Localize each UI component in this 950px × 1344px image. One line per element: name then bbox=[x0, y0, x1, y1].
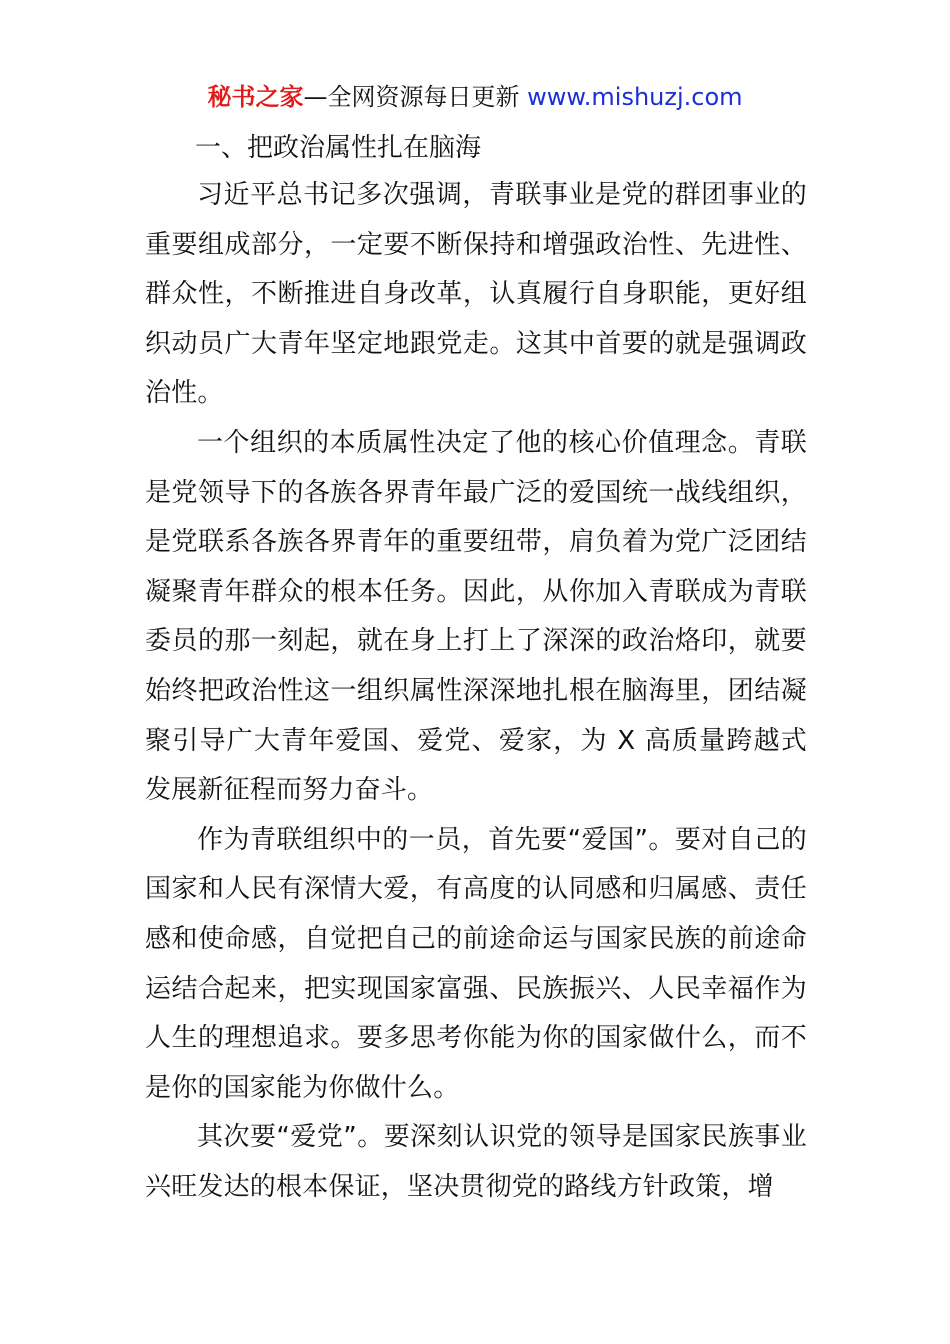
section-heading: 一、把政治属性扎在脑海 bbox=[195, 133, 482, 163]
site-tagline: —全网资源每日更新 bbox=[303, 83, 528, 111]
paragraph-2: 一个组织的本质属性决定了他的核心价值理念。青联是党领导下的各族各界青年最广泛的爱国统一战线组织，是党联系各族各界青年的重要纽带，肩负着为党广泛团结凝聚青年群众的根本任务。因此，从你加入青联成为青联委员的那一刻起，就在身上打上了深深的政治烙印，就要始终把政治性这一组织属性深深地扎根在脑海里，团结凝聚引导广大青年爱国、爱党、爱家，为 X 高质量跨越式发展新征程而努力奋斗。 bbox=[145, 427, 807, 806]
site-url-link[interactable]: www.mishuzj.com bbox=[527, 83, 743, 111]
document-body bbox=[145, 171, 807, 1212]
paragraph-3: 作为青联组织中的一员，首先要“爱国”。要对自己的国家和人民有深情大爱，有高度的认同感和归属感、责任感和使命感，自觉把自己的前途命运与国家民族的前途命运结合起来，把实现国家富强、民族振兴、人民幸福作为人生的理想追求。要多思考你能为你的国家做什么，而不是你的国家能为你做什么。 bbox=[145, 824, 807, 1103]
paragraph-1: 习近平总书记多次强调，青联事业是党的群团事业的重要组成部分，一定要不断保持和增强政治性、先进性、群众性，不断推进自身改革，认真履行自身职能，更好组织动员广大青年坚定地跟党走。这其中首要的就是强调政治性。 bbox=[145, 180, 807, 409]
site-brand: 秘书之家 bbox=[207, 83, 304, 111]
paragraph-4: 其次要“爱党”。要深刻认识党的领导是国家民族事业兴旺发达的根本保证，坚决贯彻党的路线方针政策，增 bbox=[145, 1122, 807, 1202]
site-header bbox=[0, 80, 950, 114]
